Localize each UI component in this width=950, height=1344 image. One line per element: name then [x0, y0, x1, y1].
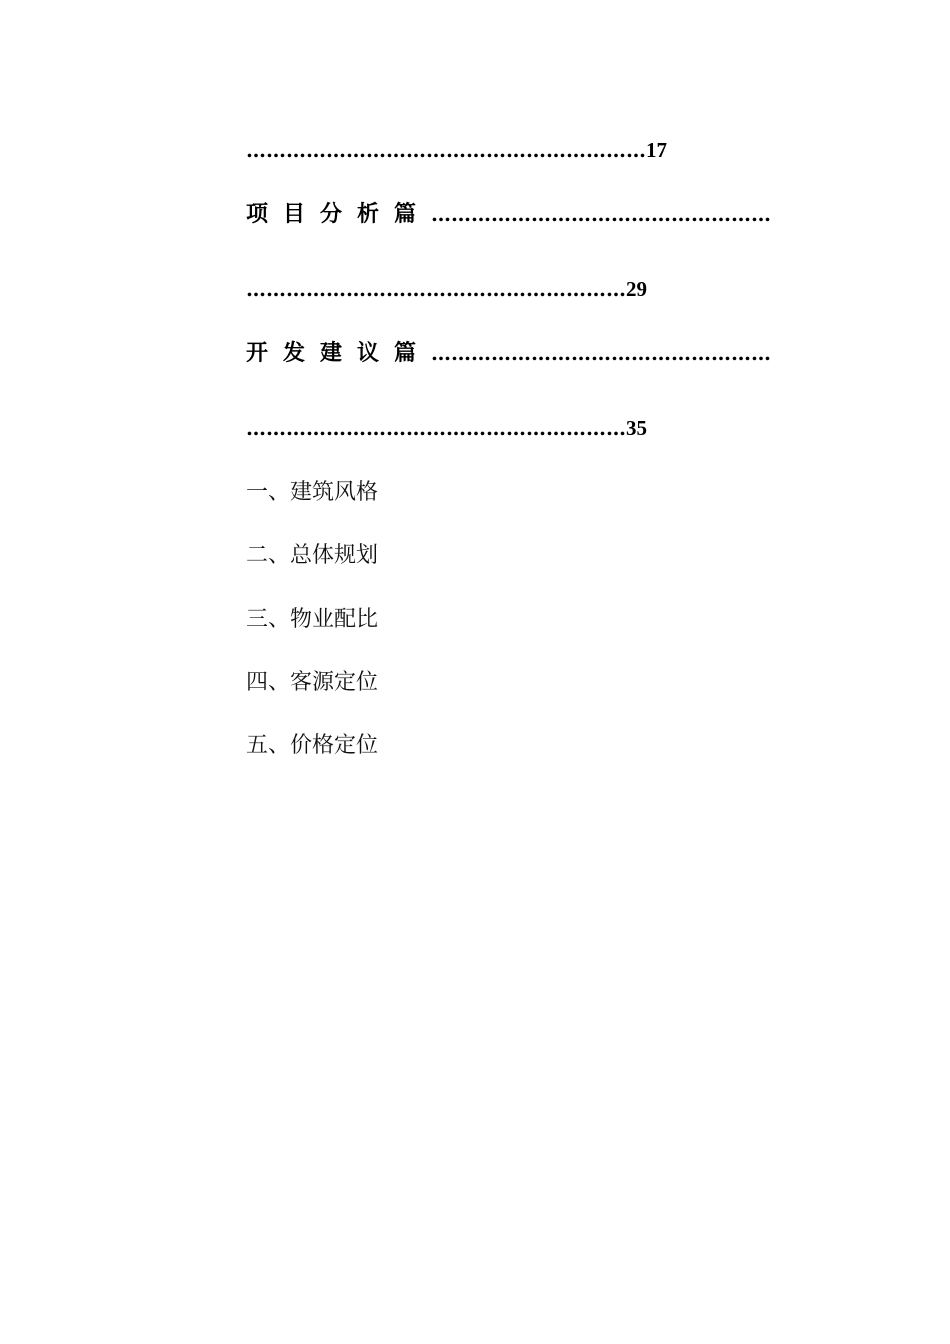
- toc-subitem-price-positioning: 五、价格定位: [246, 733, 379, 758]
- dot-leader: ……………………………………………………: [246, 138, 646, 162]
- toc-subitem-property-ratio: 三、物业配比: [246, 607, 379, 632]
- toc-entry-development-advice: [246, 342, 771, 364]
- toc-entry-project-analysis: [246, 203, 771, 225]
- dot-leader: …………………………………………………: [246, 416, 626, 440]
- toc-section-title: 开发建议篇: [246, 340, 432, 366]
- page-number: 17: [646, 138, 667, 162]
- page-number: 35: [626, 416, 647, 440]
- toc-entry-continuation-17: [246, 140, 667, 161]
- toc-section-title: 项目分析篇: [246, 201, 432, 227]
- toc-subitem-customer-positioning: 四、客源定位: [246, 670, 379, 695]
- dot-leader: ……………………………………………: [431, 341, 772, 365]
- toc-entry-continuation-29: [246, 279, 647, 300]
- dot-leader: ……………………………………………: [431, 202, 772, 226]
- toc-subitem-overall-planning: 二、总体规划: [246, 543, 379, 568]
- page-number: 29: [626, 277, 647, 301]
- toc-subitem-architecture-style: 一、建筑风格: [246, 480, 379, 505]
- dot-leader: …………………………………………………: [246, 277, 626, 301]
- toc-entry-continuation-35: [246, 418, 647, 439]
